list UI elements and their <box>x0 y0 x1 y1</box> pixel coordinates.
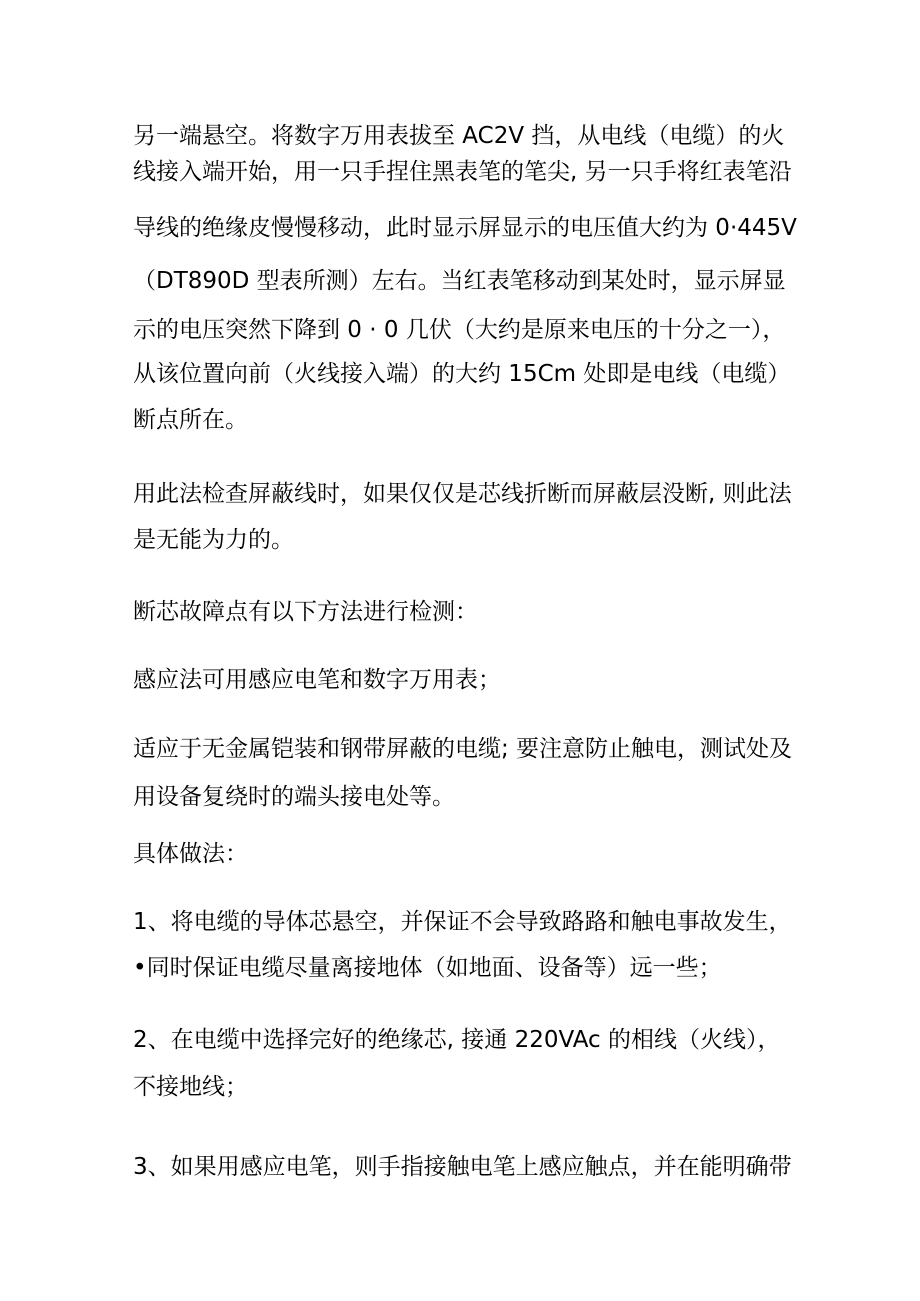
paragraph-line: 另一端悬空。将数字万用表拔至 AC2V 挡，从电线（电缆）的火 <box>133 123 785 149</box>
paragraph-line: （DT890D 型表所测）左右。当红表笔移动到某处时，显示屏显 <box>133 268 786 294</box>
list-item-line: 1、将电缆的导体芯悬空，并保证不会导致路路和触电事故发生， <box>133 909 792 935</box>
paragraph-line: 导线的绝缘皮慢慢移动，此时显示屏显示的电压值大约为 0·445V <box>133 215 797 241</box>
paragraph-line: 示的电压突然下降到 0 · 0 几伏（大约是原来电压的十分之一）， <box>133 317 786 343</box>
list-item-line: 2、在电缆中选择完好的绝缘芯, 接通 220VAc 的相线（火线）， <box>133 1027 781 1053</box>
list-item-line: •同时保证电缆尽量离接地体（如地面、设备等）远一些； <box>133 955 722 981</box>
paragraph-line: 具体做法： <box>133 841 248 867</box>
paragraph-line: 线接入端开始，用一只手捏住黑表笔的笔尖, 另一只手将红表笔沿 <box>133 159 792 185</box>
paragraph-line: 从该位置向前（火线接入端）的大约 15Cm 处即是电线（电缆） <box>133 361 791 387</box>
paragraph-line: 适应于无金属铠装和钢带屏蔽的电缆; 要注意防止触电，测试处及 <box>133 736 793 762</box>
paragraph-line: 是无能为力的。 <box>133 527 294 553</box>
paragraph-line: 断点所在。 <box>133 407 248 433</box>
paragraph-line: 用设备复绕时的端头接电处等。 <box>133 784 455 810</box>
paragraph-line: 用此法检查屏蔽线时，如果仅仅是芯线折断而屏蔽层没断, 则此法 <box>133 481 792 507</box>
list-item-line: 3、如果用感应电笔，则手指接触电笔上感应触点，并在能明确带 <box>133 1154 792 1180</box>
paragraph-line: 感应法可用感应电笔和数字万用表； <box>133 667 501 693</box>
list-item-line: 不接地线； <box>133 1074 248 1100</box>
paragraph-line: 断芯故障点有以下方法进行检测： <box>133 599 478 625</box>
